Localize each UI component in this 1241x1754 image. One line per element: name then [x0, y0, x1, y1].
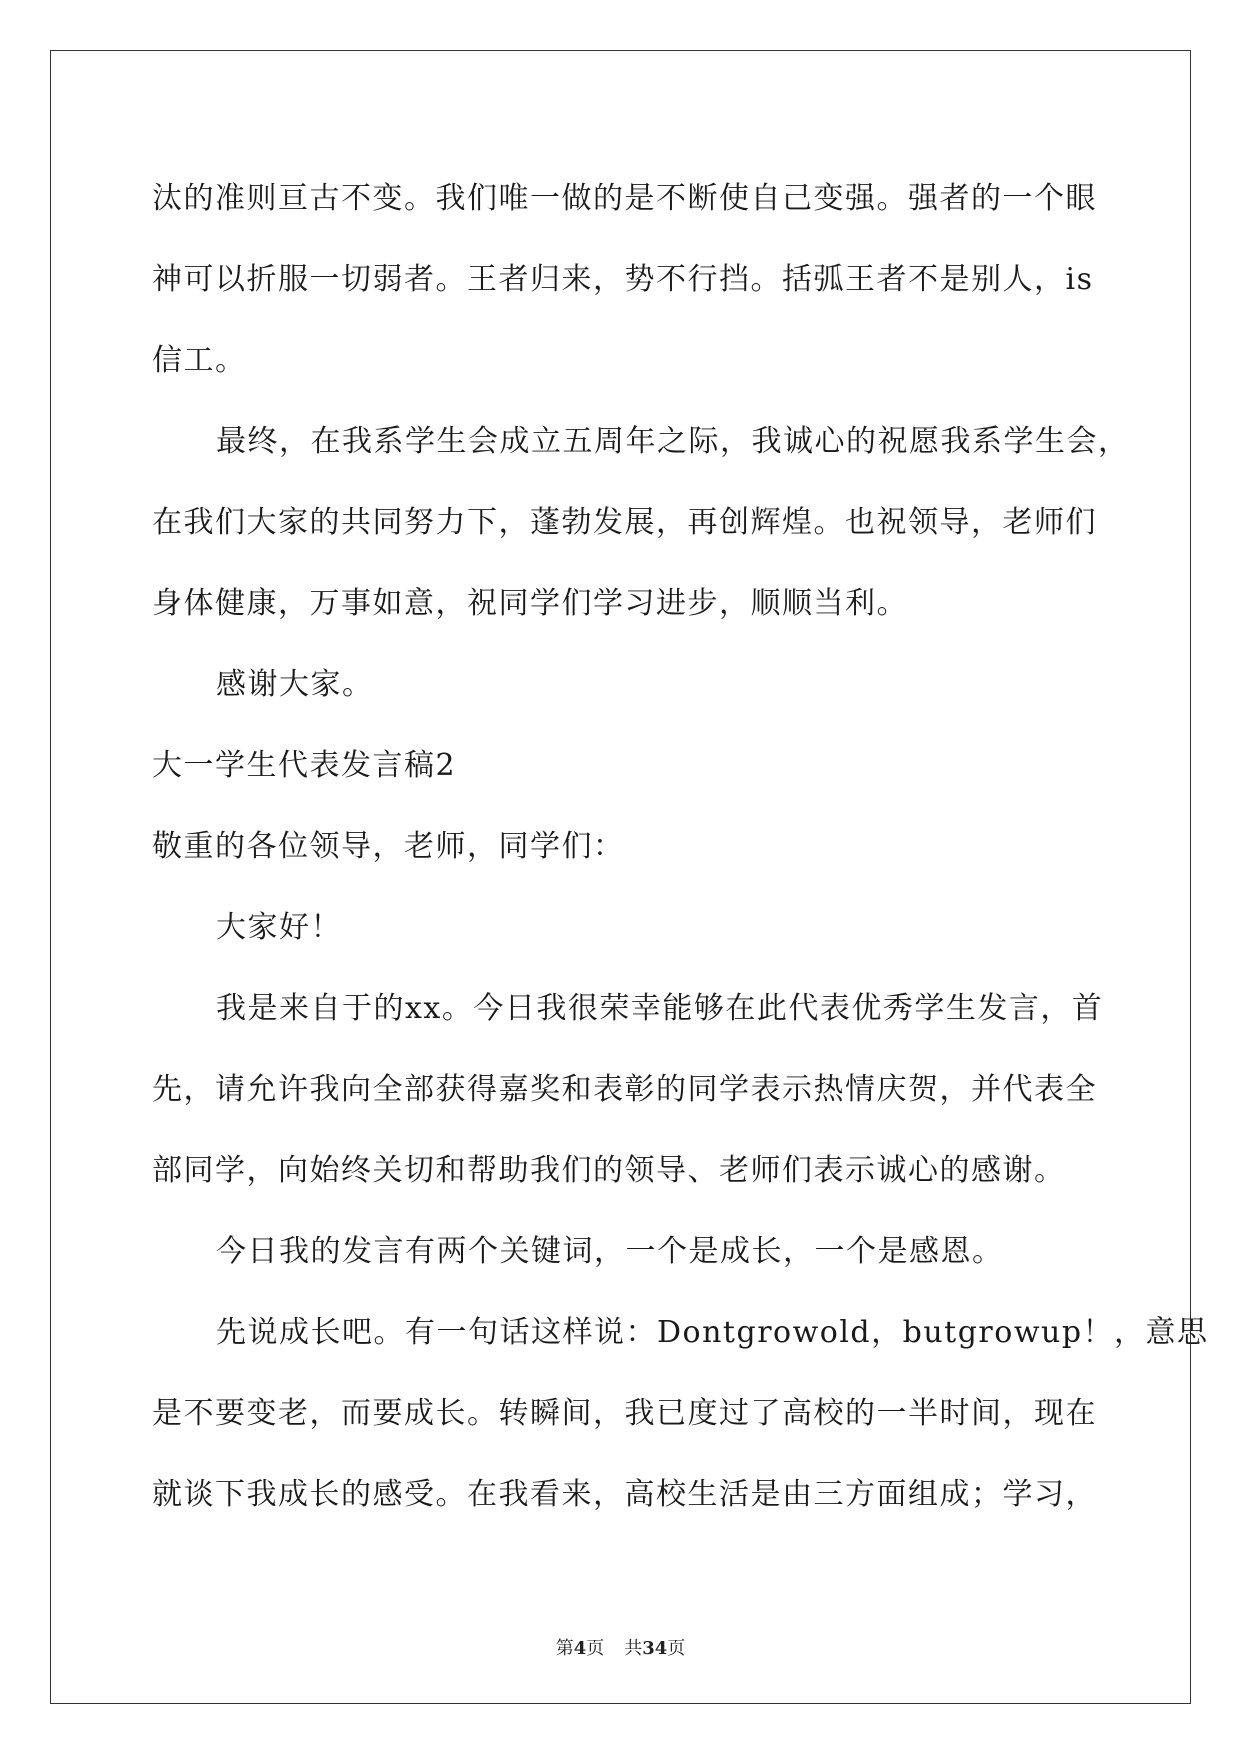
text-line-17: 就谈下我成长的感受。在我看来，高校生活是由三方面组成；学习， — [152, 1477, 1097, 1512]
text-line-11: 我是来自于的xx。今日我很荣幸能够在此代表优秀学生发言，首 — [216, 991, 1104, 1026]
page-prefix: 第 — [555, 1638, 574, 1659]
page-footer — [0, 1634, 1241, 1660]
text-line-2: 神可以折服一切弱者。王者归来，势不行挡。括弧王者不是别人，is — [152, 262, 1094, 297]
text-line-15: 先说成长吧。有一句话这样说：Dontgrowold，butgrowup！，意思 — [216, 1315, 1209, 1350]
greeting: 大家好！ — [216, 910, 342, 945]
text-line-4: 最终，在我系学生会成立五周年之际，我诚心的祝愿我系学生会， — [216, 424, 1130, 459]
document-body — [152, 158, 1209, 1535]
total-pages: 34 — [642, 1638, 668, 1659]
text-line-16: 是不要变老，而要成长。转瞬间，我已度过了高校的一半时间，现在 — [152, 1396, 1097, 1431]
salutation: 敬重的各位领导，老师，同学们： — [152, 829, 625, 864]
section-heading: 大一学生代表发言稿2 — [152, 748, 457, 783]
text-line-7: 感谢大家。 — [216, 667, 374, 702]
text-line-12: 先，请允许我向全部获得嘉奖和表彰的同学表示热情庆贺，并代表全 — [152, 1072, 1097, 1107]
text-line-1: 汰的准则亘古不变。我们唯一做的是不断使自己变强。强者的一个眼 — [152, 181, 1097, 216]
text-line-6: 身体健康，万事如意，祝同学们学习进步，顺顺当利。 — [152, 586, 908, 621]
page-suffix: 页 — [586, 1638, 605, 1659]
total-prefix: 共 — [624, 1638, 643, 1659]
total-suffix: 页 — [667, 1638, 686, 1659]
text-line-5: 在我们大家的共同努力下，蓬勃发展，再创辉煌。也祝领导，老师们 — [152, 505, 1097, 540]
text-line-13: 部同学，向始终关切和帮助我们的领导、老师们表示诚心的感谢。 — [152, 1153, 1066, 1188]
text-line-14: 今日我的发言有两个关键词，一个是成长，一个是感恩。 — [216, 1234, 1004, 1269]
text-line-3: 信工。 — [152, 343, 247, 378]
page-number: 4 — [573, 1638, 587, 1659]
